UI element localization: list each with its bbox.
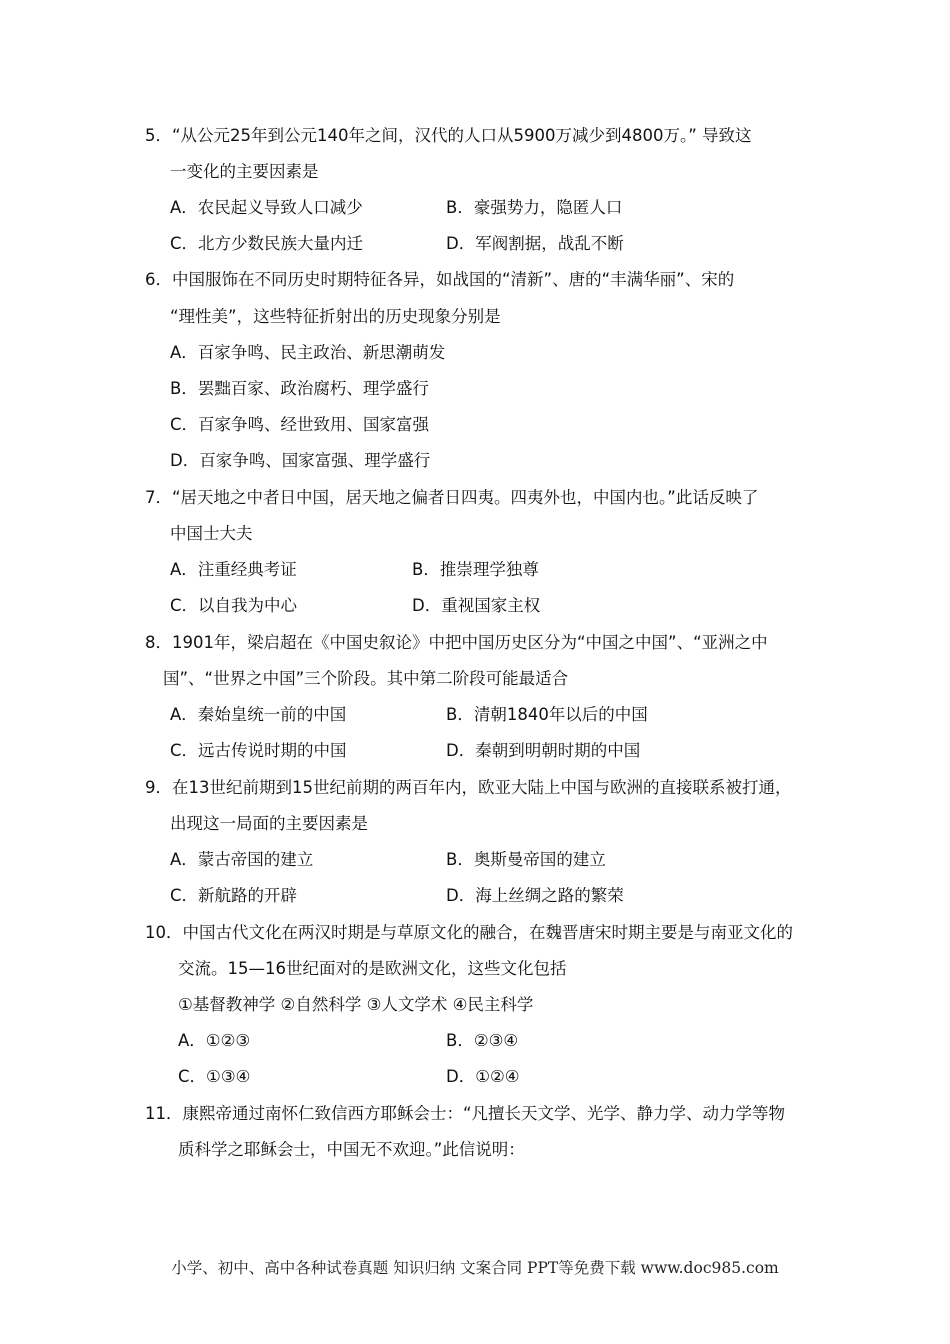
question-7-option-c: C．以自我为中心 — [170, 596, 298, 615]
question-8-option-b: B．清朝1840年以后的中国 — [446, 705, 648, 724]
question-8-stem-line-1: 8．1901年，梁启超在《中国史叙论》中把中国历史区分为“中国之中国”、“亚洲之中 — [145, 633, 768, 652]
question-9-stem-line-2: 出现这一局面的主要因素是 — [170, 814, 368, 833]
question-5-option-a: A．农民起义导致人口减少 — [170, 198, 363, 217]
question-8-option-c: C．远古传说时期的中国 — [170, 741, 347, 760]
question-8-option-d: D．秦朝到明朝时期的中国 — [446, 741, 641, 760]
question-5-option-d: D．军阀割据，战乱不断 — [446, 234, 624, 253]
question-7-stem-line-1: 7．“居天地之中者日中国，居天地之偏者日四夷。四夷外也，中国内也。”此话反映了 — [145, 488, 759, 507]
question-6-stem-line-2: “理性美”，这些特征折射出的历史现象分别是 — [170, 307, 501, 326]
question-5-option-c: C．北方少数民族大量内迁 — [170, 234, 364, 253]
question-11-stem-line-2: 质科学之耶稣会士，中国无不欢迎。”此信说明： — [178, 1140, 525, 1159]
question-9-option-c: C．新航路的开辟 — [170, 886, 298, 905]
question-6-stem-line-1: 6．中国服饰在不同历史时期特征各异，如战国的“清新”、唐的“丰满华丽”、宋的 — [145, 270, 735, 289]
question-5-stem-line-2: 一变化的主要因素是 — [170, 162, 319, 181]
question-10-option-a: A．①②③ — [178, 1031, 251, 1050]
question-10-statements: ①基督教神学 ②自然科学 ③人文学术 ④民主科学 — [178, 995, 534, 1014]
question-9-option-b: B．奥斯曼帝国的建立 — [446, 850, 606, 869]
question-7-stem-line-2: 中国士大夫 — [170, 524, 253, 543]
question-6-option-c: C．百家争鸣、经世致用、国家富强 — [170, 415, 430, 434]
question-6-option-a: A．百家争鸣、民主政治、新思潮萌发 — [170, 343, 446, 362]
question-7-option-b: B．推崇理学独尊 — [412, 560, 539, 579]
question-5-option-b: B．豪强势力，隐匿人口 — [446, 198, 623, 217]
question-9-option-a: A．蒙古帝国的建立 — [170, 850, 314, 869]
question-9-option-d: D．海上丝绸之路的繁荣 — [446, 886, 624, 905]
page-footer: 小学、初中、高中各种试卷真题 知识归纳 文案合同 PPT等免费下载 www.doc985.com — [171, 1259, 779, 1277]
question-5-stem-line-1: 5．“从公元25年到公元140年之间，汉代的人口从5900万减少到4800万。” 导致这 — [145, 126, 752, 145]
question-10-option-d: D．①②④ — [446, 1067, 520, 1086]
question-10-option-b: B．②③④ — [446, 1031, 519, 1050]
question-10-stem-line-2: 交流。15—16世纪面对的是欧洲文化，这些文化包括 — [178, 959, 567, 978]
question-7-option-a: A．注重经典考证 — [170, 560, 297, 579]
question-10-stem-line-1: 10．中国古代文化在两汉时期是与草原文化的融合，在魏晋唐宋时期主要是与南亚文化的 — [145, 923, 793, 942]
question-6-option-b: B．罢黜百家、政治腐朽、理学盛行 — [170, 379, 429, 398]
question-6-option-d: D．百家争鸣、国家富强、理学盛行 — [170, 451, 431, 470]
question-8-option-a: A．秦始皇统一前的中国 — [170, 705, 347, 724]
question-7-option-d: D．重视国家主权 — [412, 596, 541, 615]
question-10-option-c: C．①③④ — [178, 1067, 251, 1086]
question-11-stem-line-1: 11．康熙帝通过南怀仁致信西方耶稣会士：“凡擅长天文学、光学、静力学、动力学等物 — [145, 1104, 786, 1123]
question-8-stem-line-2: 国”、“世界之中国”三个阶段。其中第二阶段可能最适合 — [163, 669, 569, 688]
question-9-stem-line-1: 9．在13世纪前期到15世纪前期的两百年内，欧亚大陆上中国与欧洲的直接联系被打通， — [145, 778, 792, 797]
